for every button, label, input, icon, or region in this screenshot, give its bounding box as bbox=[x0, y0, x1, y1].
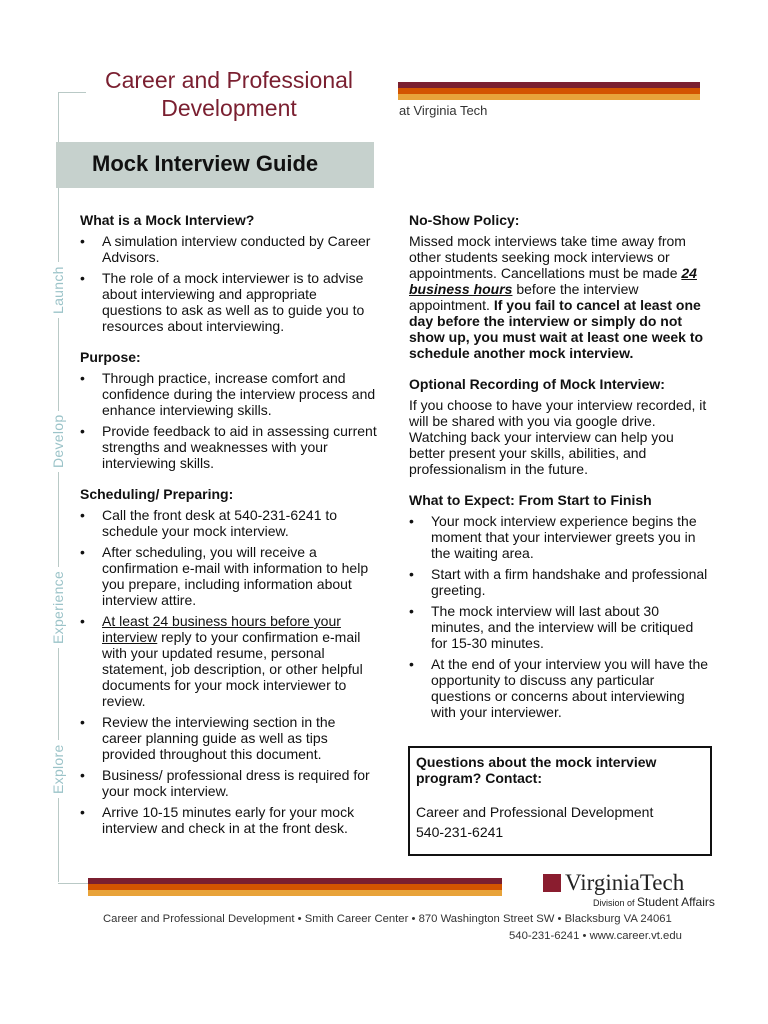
noshow-text-part2: before the interview appointment. bbox=[409, 281, 639, 313]
contact-phone: 540-231-6241 bbox=[416, 824, 504, 840]
noshow-heading: No-Show Policy: bbox=[409, 212, 520, 228]
noshow-text bbox=[409, 233, 709, 361]
list-item: • Review the interviewing section in the career planning guide as well as tips provided throughout this document. bbox=[80, 714, 378, 762]
purpose-heading: Purpose: bbox=[80, 349, 141, 365]
list-item: • Arrive 10-15 minutes early for your mock interview and check in at the front desk. bbox=[80, 804, 378, 836]
side-label-launch: Launch bbox=[50, 262, 66, 318]
virginia-tech-logo bbox=[543, 870, 684, 896]
what-list bbox=[80, 233, 378, 334]
department-title-line2: Development bbox=[161, 95, 297, 121]
list-item bbox=[80, 613, 378, 709]
footer-contact: 540-231-6241 • www.career.vt.edu bbox=[509, 930, 682, 942]
scheduling-list bbox=[80, 507, 378, 836]
header-color-bars bbox=[398, 82, 700, 100]
list-item: • The role of a mock interviewer is to advise about interviewing and appropriate questions to ask as well as to guide you to resources about interviewing. bbox=[80, 270, 378, 334]
side-bracket-top bbox=[58, 92, 86, 93]
department-title bbox=[84, 66, 374, 122]
department-title-line1: Career and Professional bbox=[104, 67, 354, 93]
header-bar-gold bbox=[398, 94, 700, 100]
noshow-text-part1: Missed mock interviews take time away from other students seeking mock interviews or appointments. Cancellations must be made bbox=[409, 233, 686, 281]
deadline-rest: reply to your confirmation e-mail with your updated resume, personal statement, job description, or other helpful documents for your mock interviewer to review. bbox=[102, 629, 363, 709]
left-column bbox=[80, 212, 378, 851]
vt-seal-icon bbox=[543, 874, 561, 892]
side-label-develop: Develop bbox=[50, 411, 66, 472]
guide-title: Mock Interview Guide bbox=[92, 151, 319, 176]
side-label-experience: Experience bbox=[50, 567, 66, 648]
noshow-bold-warning: If you fail to cancel at least one day before the interview or simply do not show up, you must wait at least one week to schedule another mock interview. bbox=[409, 297, 704, 361]
right-column bbox=[409, 212, 709, 735]
division-name: Student Affairs bbox=[637, 895, 715, 909]
list-item: • Provide feedback to aid in assessing current strengths and weaknesses with your interviewing skills. bbox=[80, 423, 378, 471]
contact-box bbox=[408, 746, 712, 856]
contact-name: Career and Professional Development bbox=[416, 804, 654, 820]
footer-bar-gold bbox=[88, 890, 502, 896]
expect-list bbox=[409, 513, 709, 720]
scheduling-heading: Scheduling/ Preparing: bbox=[80, 486, 234, 502]
list-item: • Start with a firm handshake and professional greeting. bbox=[409, 566, 709, 598]
at-virginia-tech: at Virginia Tech bbox=[399, 103, 488, 118]
expect-heading: What to Expect: From Start to Finish bbox=[409, 492, 652, 508]
list-item: • After scheduling, you will receive a confirmation e-mail with information to help you prepare, including information about interview attire. bbox=[80, 544, 378, 608]
noshow-emphasis: 24 business hours bbox=[409, 265, 697, 297]
side-bracket-bottom bbox=[58, 883, 88, 884]
list-item: • Your mock interview experience begins the moment that your interviewer greets you in the waiting area. bbox=[409, 513, 709, 561]
list-item: • The mock interview will last about 30 minutes, and the interview will be critiqued for 15-30 minutes. bbox=[409, 603, 709, 651]
vt-logo-text: VirginiaTech bbox=[565, 870, 685, 895]
recording-text: If you choose to have your interview recorded, it will be shared with you via google drive. Watching back your interview can help you better present your skills, abilities, and professionalism in the future. bbox=[409, 397, 707, 477]
side-label-explore: Explore bbox=[50, 740, 66, 798]
list-item: • Call the front desk at 540-231-6241 to schedule your mock interview. bbox=[80, 507, 378, 539]
division-prefix: Division of bbox=[593, 898, 635, 908]
division-label bbox=[593, 895, 715, 909]
what-heading: What is a Mock Interview? bbox=[80, 212, 255, 228]
list-item: • At the end of your interview you will have the opportunity to discuss any particular questions or concerns about interviewing with your interviewer. bbox=[409, 656, 709, 720]
list-item: • Business/ professional dress is required for your mock interview. bbox=[80, 767, 378, 799]
contact-heading: Questions about the mock interview program? Contact: bbox=[416, 754, 657, 786]
deadline-underlined: At least 24 business hours before your interview bbox=[102, 613, 341, 645]
list-item: • A simulation interview conducted by Career Advisors. bbox=[80, 233, 378, 265]
purpose-list bbox=[80, 370, 378, 471]
recording-heading: Optional Recording of Mock Interview: bbox=[409, 376, 665, 392]
footer-color-bars bbox=[88, 878, 502, 896]
list-item: • Through practice, increase comfort and confidence during the interview process and enhance interviewing skills. bbox=[80, 370, 378, 418]
footer-address: Career and Professional Development • Smith Career Center • 870 Washington Street SW • Blacksburg VA 24061 bbox=[103, 913, 672, 925]
